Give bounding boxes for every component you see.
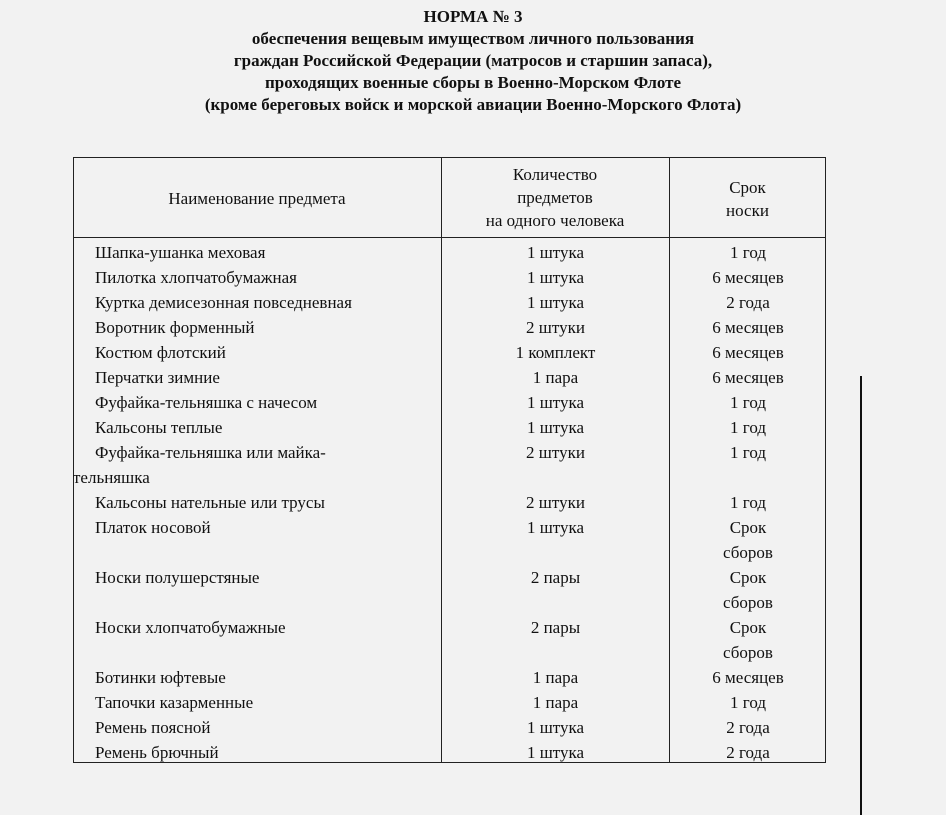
table-row: [73, 740, 826, 765]
table-body: [73, 240, 826, 765]
table-row: [73, 440, 826, 490]
item-term: 1 год: [730, 393, 766, 412]
item-quantity: 1 штука: [526, 518, 585, 537]
item-term: 1 год: [730, 693, 766, 712]
norm-number: НОРМА № 3: [423, 7, 523, 26]
item-quantity: 1 пара: [532, 368, 579, 387]
item-name: Костюм флотский: [95, 343, 226, 362]
item-quantity: 1 штука: [526, 268, 585, 287]
item-quantity: 1 штука: [526, 418, 585, 437]
header-quantity-line1: Количество: [512, 165, 598, 184]
item-quantity: 2 штуки: [526, 318, 585, 337]
item-name: Куртка демисезонная повседневная: [95, 293, 352, 312]
item-term: 1 год: [730, 443, 766, 462]
item-quantity: 2 пары: [530, 618, 581, 637]
table-row: [73, 615, 826, 665]
document-title: [0, 6, 946, 116]
item-quantity: 2 штуки: [526, 493, 585, 512]
item-name: Ботинки юфтевые: [95, 668, 226, 687]
item-name: Ремень поясной: [95, 718, 211, 737]
table-row: [73, 415, 826, 440]
table-row: [73, 565, 826, 615]
item-term: 1 год: [730, 493, 766, 512]
item-term: [670, 565, 826, 615]
item-name: Кальсоны нательные или трусы: [95, 493, 325, 512]
table-row: [73, 265, 826, 290]
item-name: Шапка-ушанка меховая: [95, 243, 266, 262]
title-line-5: (кроме береговых войск и морской авиации Военно-Морского Флота): [204, 95, 742, 114]
table-row: [73, 390, 826, 415]
item-name: Фуфайка-тельняшка с начесом: [95, 393, 318, 412]
item-quantity: 1 комплект: [515, 343, 596, 362]
item-quantity: 1 штука: [526, 393, 585, 412]
item-term: [670, 615, 826, 665]
item-quantity: 1 пара: [532, 693, 579, 712]
item-name-line1: Фуфайка-тельняшка или майка-: [95, 443, 326, 462]
header-quantity: [441, 163, 669, 232]
title-line-2: обеспечения вещевым имуществом личного пользования: [251, 29, 695, 48]
header-term-line1: Срок: [729, 178, 766, 197]
table-row: [73, 340, 826, 365]
item-term: 2 года: [726, 293, 770, 312]
item-term: 6 месяцев: [712, 318, 784, 337]
item-name: Носки полушерстяные: [95, 568, 260, 587]
header-term-line2: носки: [726, 201, 769, 220]
item-term: 2 года: [726, 718, 770, 737]
header-wear-term: [669, 176, 826, 222]
table-row: [73, 365, 826, 390]
item-term: 6 месяцев: [712, 268, 784, 287]
item-name: Носки хлопчатобумажные: [95, 618, 286, 637]
item-quantity: 1 штука: [526, 718, 585, 737]
item-quantity: 1 пара: [532, 668, 579, 687]
item-name: Воротник форменный: [95, 318, 255, 337]
item-term: 2 года: [726, 743, 770, 762]
item-term-line1: Срок: [729, 518, 767, 537]
item-term: 6 месяцев: [712, 668, 784, 687]
item-quantity: 1 штука: [526, 243, 585, 262]
table-row: [73, 490, 826, 515]
item-name: Платок носовой: [95, 518, 211, 537]
item-term: 1 год: [730, 243, 766, 262]
item-name: [73, 440, 455, 490]
item-quantity: 1 штука: [526, 743, 585, 762]
item-term-line2: сборов: [723, 543, 773, 562]
item-name: Пилотка хлопчатобумажная: [95, 268, 297, 287]
header-item-name: Наименование предмета: [168, 189, 346, 208]
item-name: Ремень брючный: [95, 743, 219, 762]
table-row: [73, 315, 826, 340]
title-line-4: проходящих военные сборы в Военно-Морском Флоте: [264, 73, 682, 92]
table-row: [73, 690, 826, 715]
table-row: [73, 665, 826, 690]
item-term: 1 год: [730, 418, 766, 437]
item-quantity: 2 пары: [530, 568, 581, 587]
item-quantity: 2 штуки: [526, 443, 585, 462]
table-row: [73, 240, 826, 265]
item-name: Тапочки казарменные: [95, 693, 254, 712]
item-term-line2: сборов: [723, 593, 773, 612]
item-term: 6 месяцев: [712, 368, 784, 387]
item-term: [670, 515, 826, 565]
table-row: [73, 290, 826, 315]
item-name: Перчатки зимние: [95, 368, 220, 387]
header-divider: [73, 237, 826, 238]
table-row: [73, 515, 826, 565]
scan-edge-line: [860, 376, 862, 815]
item-term-line2: сборов: [723, 643, 773, 662]
item-term-line1: Срок: [729, 618, 767, 637]
item-quantity: 1 штука: [526, 293, 585, 312]
header-quantity-line3: на одного человека: [485, 211, 625, 230]
item-name-line2: тельняшка: [73, 468, 150, 487]
item-term-line1: Срок: [729, 568, 767, 587]
item-name: Кальсоны теплые: [95, 418, 223, 437]
item-term: 6 месяцев: [712, 343, 784, 362]
table-row: [73, 715, 826, 740]
header-quantity-line2: предметов: [517, 188, 593, 207]
title-line-3: граждан Российской Федерации (матросов и старшин запаса),: [233, 51, 713, 70]
